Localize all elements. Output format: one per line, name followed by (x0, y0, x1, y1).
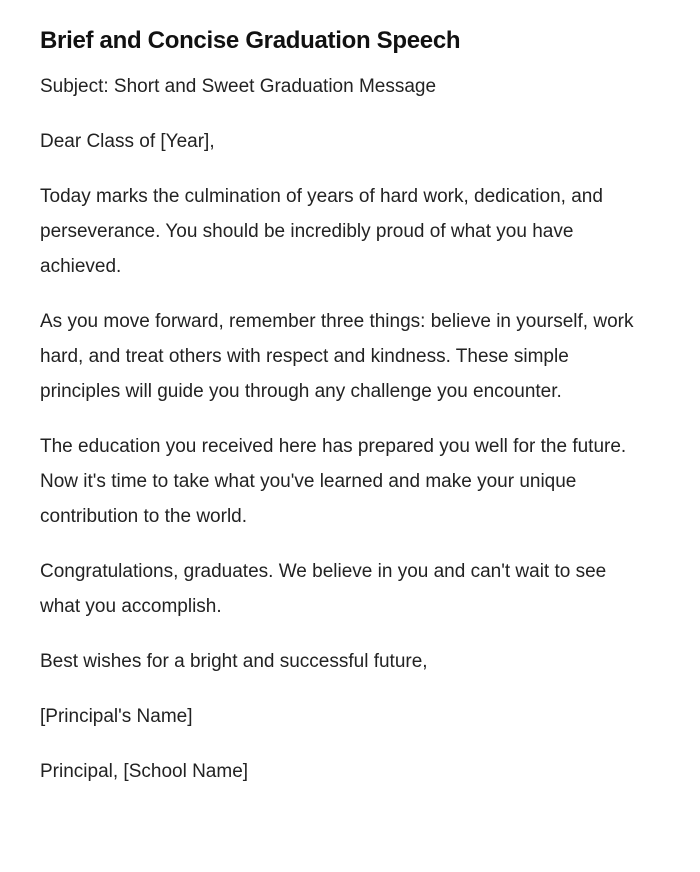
document-page (40, 24, 650, 809)
closing-line: Best wishes for a bright and successful future, (40, 651, 428, 672)
body-paragraph-4: Congratulations, graduates. We believe in you and can't wait to see what you accomplish. (40, 561, 607, 617)
body-paragraph-3: The education you received here has prepared you well for the future. Now it's time to take what you've learned and make your unique contribution to the world. (40, 436, 627, 527)
body-paragraph-2: As you move forward, remember three things: believe in yourself, work hard, and treat others with respect and kindness. These simple principles will guide you through any challenge you encounter. (40, 311, 634, 402)
salutation: Dear Class of [Year], (40, 131, 215, 152)
subject-line: Subject: Short and Sweet Graduation Message (40, 76, 437, 97)
body-paragraph-1: Today marks the culmination of years of hard work, dedication, and perseverance. You should be incredibly proud of what you have achieved. (40, 186, 603, 277)
signature-title: Principal, [School Name] (40, 761, 249, 782)
signature-name: [Principal's Name] (40, 706, 193, 727)
document-title: Brief and Concise Graduation Speech (40, 27, 461, 54)
